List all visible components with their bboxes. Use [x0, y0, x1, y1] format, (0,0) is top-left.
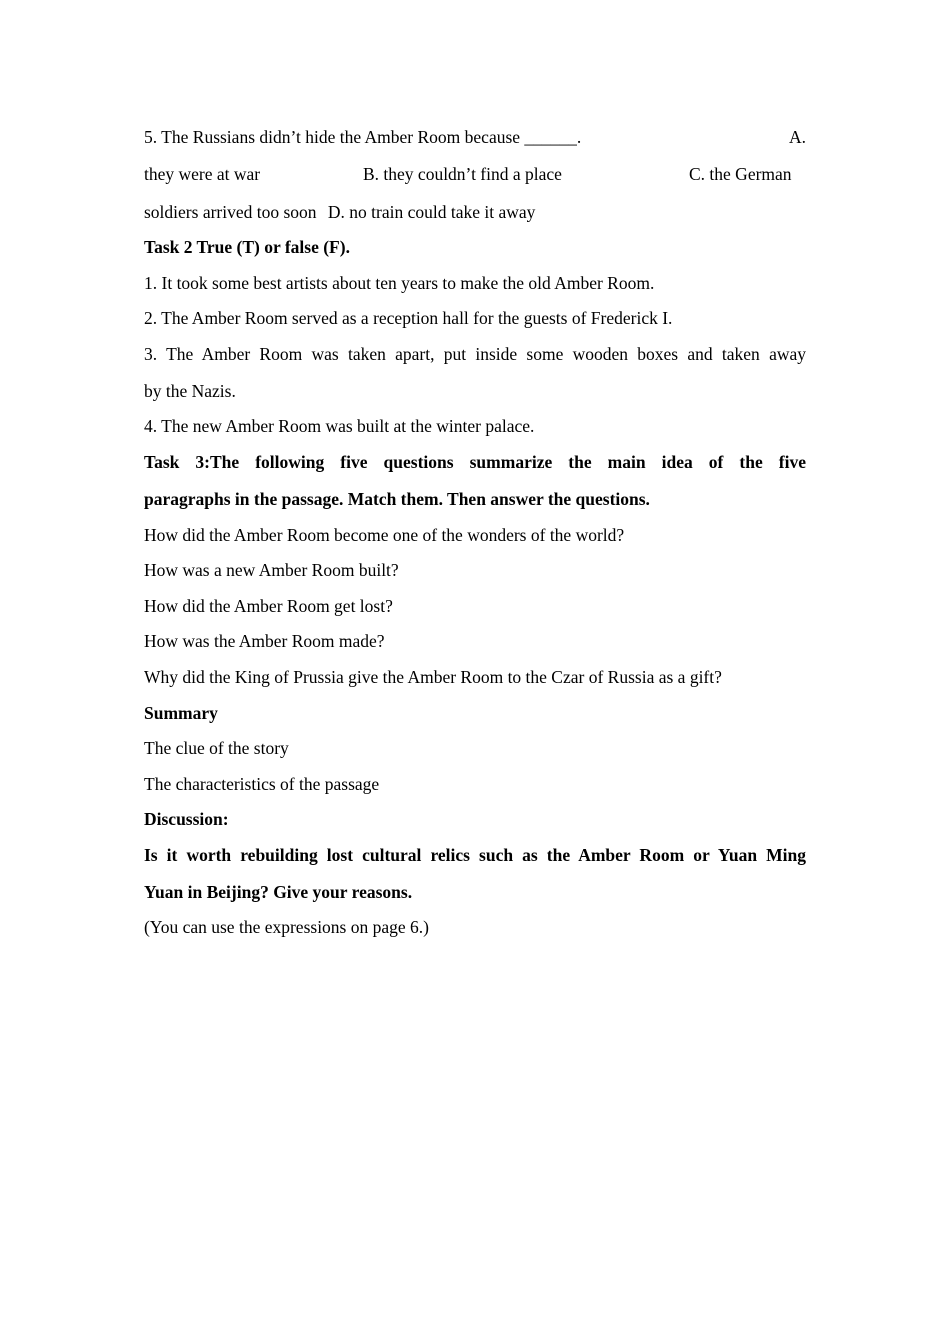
- discussion-prompt: Is it worth rebuilding lost cultural relics such as the Amber Room or Yuan Ming: [144, 845, 806, 865]
- discussion-heading: Discussion:: [144, 809, 229, 829]
- task2-item-continuation: by the Nazis.: [144, 381, 236, 401]
- task3-question: Why did the King of Prussia give the Amber Room to the Czar of Russia as a gift?: [144, 667, 722, 687]
- task3-heading-continuation: paragraphs in the passage. Match them. Then answer the questions.: [144, 489, 650, 509]
- q5-stem: 5. The Russians didn’t hide the Amber Room because ______.: [144, 127, 582, 147]
- summary-item: The characteristics of the passage: [144, 774, 380, 794]
- task3-question: How did the Amber Room become one of the wonders of the world?: [144, 525, 625, 545]
- task3-question: How was a new Amber Room built?: [144, 560, 399, 580]
- task3-question: How was the Amber Room made?: [144, 631, 385, 651]
- task3-question: How did the Amber Room get lost?: [144, 596, 393, 616]
- task2-item: 1. It took some best artists about ten years to make the old Amber Room.: [144, 273, 655, 293]
- q5-option-a-letter: A.: [788, 127, 806, 147]
- q5-options-row-2: [144, 201, 806, 223]
- task2-item: 4. The new Amber Room was built at the winter palace.: [144, 416, 535, 436]
- task2-item: 3. The Amber Room was taken apart, put inside some wooden boxes and taken away: [144, 344, 806, 364]
- q5-stem-row: [144, 126, 806, 148]
- q5-option-c-start: C. the German: [689, 164, 792, 184]
- task2-item: 2. The Amber Room served as a reception hall for the guests of Frederick I.: [144, 308, 673, 328]
- summary-item: The clue of the story: [144, 738, 289, 758]
- task3-heading: Task 3:The following five questions summarize the main idea of the five: [144, 452, 806, 472]
- summary-heading: Summary: [144, 703, 218, 723]
- discussion-note: (You can use the expressions on page 6.): [144, 917, 429, 937]
- q5-option-c-end: soldiers arrived too soon: [144, 202, 317, 222]
- q5-option-a-text: they were at war: [144, 164, 261, 184]
- task2-heading: Task 2 True (T) or false (F).: [144, 237, 350, 257]
- q5-option-d: D. no train could take it away: [327, 202, 536, 222]
- discussion-prompt-continuation: Yuan in Beijing? Give your reasons.: [144, 882, 413, 902]
- q5-option-b: B. they couldn’t find a place: [363, 164, 562, 184]
